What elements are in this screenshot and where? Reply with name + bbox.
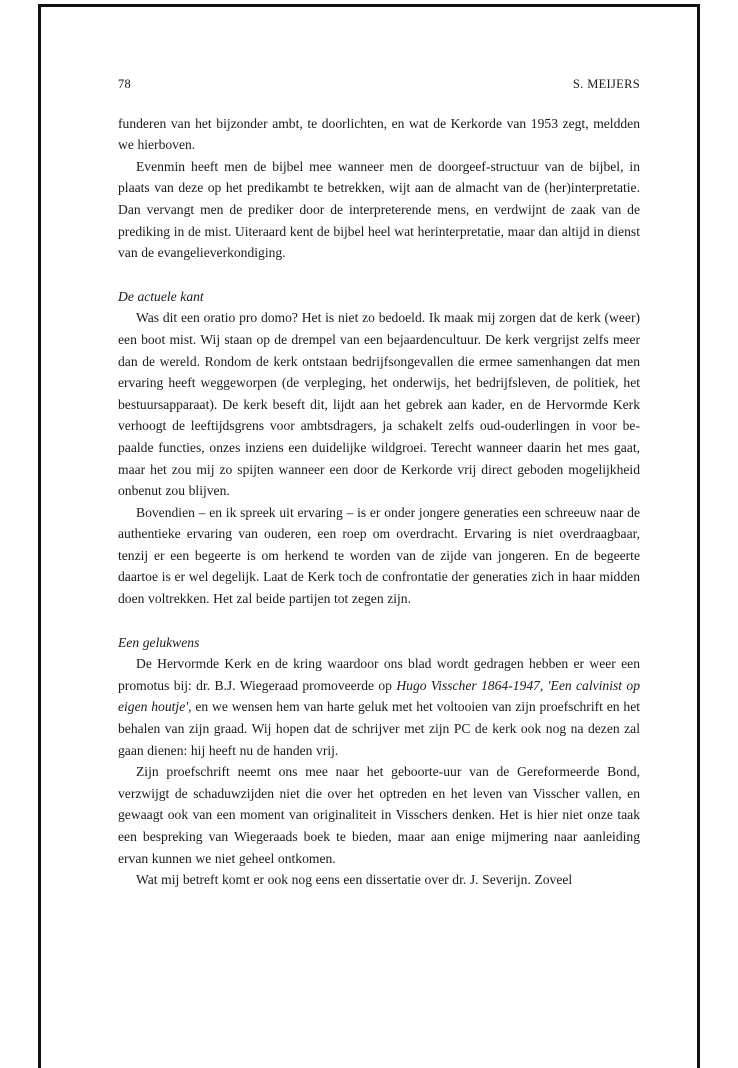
paragraph: Bovendien – en ik spreek uit ervaring – is er onder jongere generaties een schreeuw naar de authentieke ervaring van ouderen, een roep om overdracht. Ervaring is niet overdraagbaar, tenzij er een begeerte is om herkend te worden van de zijde van jongeren. En de begeerte daartoe is er wel degelijk. Laat de Kerk toch de confrontatie der generaties zich in haar midden doen voltrekken. Het zal beide partijen tot zegen zijn.	[118, 504, 640, 607]
paragraph: Evenmin heeft men de bijbel mee wanneer men de doorgeef-structuur van de bijbel, in plaats van deze op het predikambt te betrekken, wijt aan de almacht van de (her)interpretatie. Dan vervangt men de prediker door de interpreterende mens, en verdwijnt de zaak van de prediking in de mist. Uiteraard kent de bijbel heel wat herinterpretatie, maar dan altijd in dienst van de evangelieverkondiging.	[118, 158, 640, 261]
page-content	[118, 74, 640, 891]
scan-border-top	[38, 4, 700, 7]
running-head	[118, 74, 640, 96]
paragraph: Wat mij betreft komt er ook nog eens een dissertatie over dr. J. Severijn. Zoveel	[136, 872, 573, 888]
paragraph-continued: funderen van het bijzonder ambt, te doorlichten, en wat de Kerkorde van 1953 zegt, meldden we hierboven.	[118, 115, 640, 153]
paragraph: Zijn proefschrift neemt ons mee naar het geboorte-uur van de Gereformeerde Bond, verzwijgt de schaduwzijden niet die over het optreden en het leven van Visscher vallen, en gewaagt ook van een moment van originaliteit in Visschers denken. Het is hier niet onze taak een bespreking van Wiegeraads boek te bieden, maar aan enige mijmering naar aanleiding ervan kunnen we niet geheel ontkomen.	[118, 764, 640, 866]
book-title: Hugo Visscher 1864-1947, 'Een calvinist op eigen houtje'	[118, 677, 640, 715]
scan-border-right	[697, 4, 700, 1068]
paragraph: Was dit een oratio pro domo? Het is niet zo bedoeld. Ik maak mij zorgen dat de kerk (weer) een boot mist. Wij staan op de drempel van een bejaardencultuur. De kerk vergrijst zelfs meer dan de wereld. Rondom de kerk ontstaan bedrijfsongevallen die ermee samenhangen dat men ervaring heeft weggeworpen (de verpleging, het onderwijs, het bedrijfsleven, de politiek, het bestuursapparaat). De kerk beseft dit, lijdt aan het gebrek aan kader, en de Hervormde Kerk verhoogt de leeftijdsgrens voor ambtsdragers, ja schakelt zelfs oud-ouderlingen in voor bepaalde functies, onzes inziens een duidelijke wildgroei. Terecht wanneer daarin het mes gaat, maar het zou mij zo spijten wanneer een door de Kerkorde vrij direct geboden mogelijkheid onbenut zou blijven.	[118, 310, 640, 499]
running-author: S. MEIJERS	[572, 77, 640, 91]
text-run: , en we wensen hem van harte geluk met het voltooien van zijn proefschrift en het behalen van zijn graad. Wij hopen dat de schrijver met zijn PC de kerk ook nog na dezen zal gaan dienen: hij heeft nu de handen vrij.	[118, 699, 641, 758]
scan-border-left	[38, 4, 41, 1068]
paragraph	[118, 653, 640, 761]
section-heading-actuele-kant: De actuele kant	[118, 288, 204, 304]
text-run: De Hervormde Kerk en de kring waardoor ons blad wordt gedragen hebben er weer een promotus bij: dr. B.J. Wiegeraad promoveerde op	[118, 656, 640, 693]
page-number: 78	[118, 77, 132, 91]
section-heading-gelukwens: Een gelukwens	[118, 634, 200, 650]
